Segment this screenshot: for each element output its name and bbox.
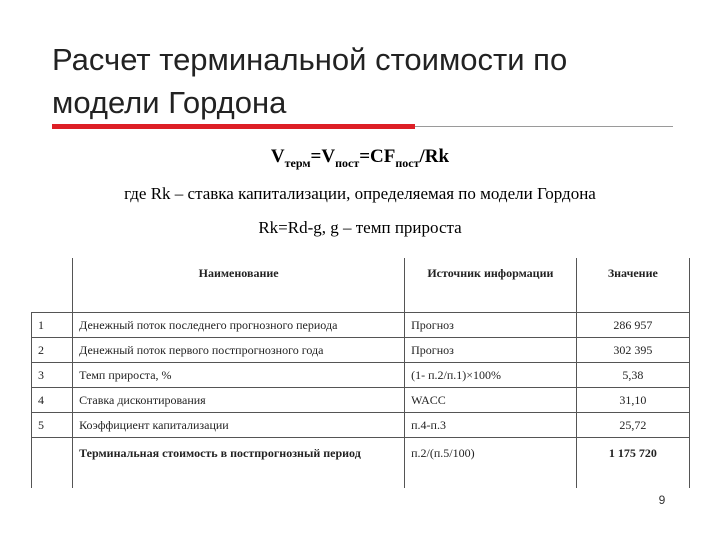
row-source: п.4-п.3 — [405, 413, 577, 438]
table-row — [32, 363, 690, 388]
total-value: 1 175 720 — [576, 438, 689, 489]
table-row — [32, 313, 690, 338]
calculation-table — [31, 258, 690, 490]
row-name: Ставка дисконтирования — [73, 388, 405, 413]
title-underline-thin — [415, 126, 673, 127]
title-line-2: модели Гордона — [52, 85, 287, 120]
table-row — [32, 338, 690, 363]
row-num: 4 — [32, 388, 73, 413]
formula-sub-post2: пост — [395, 155, 420, 170]
row-num: 3 — [32, 363, 73, 388]
total-source: п.2/(п.5/100) — [405, 438, 577, 489]
row-name: Темп прироста, % — [73, 363, 405, 388]
row-name: Денежный поток последнего прогнозного периода — [73, 313, 405, 338]
row-source: (1- п.2/п.1)×100% — [405, 363, 577, 388]
header-source: Источник информации — [405, 258, 577, 313]
formula-sub-post1: пост — [335, 155, 360, 170]
formula-eq1: =V — [310, 146, 336, 167]
explanation-line-1: где Rk – ставка капитализации, определяемая по модели Гордона — [124, 184, 596, 203]
table-header-row — [32, 258, 690, 313]
row-value: 31,10 — [576, 388, 689, 413]
row-value: 5,38 — [576, 363, 689, 388]
page-number: 9 — [658, 493, 666, 507]
row-value: 286 957 — [576, 313, 689, 338]
row-num: 1 — [32, 313, 73, 338]
explanation-line-2: Rk=Rd-g, g – темп прироста — [258, 218, 462, 237]
formula-v: V — [270, 146, 285, 167]
slide-title — [52, 38, 672, 124]
row-name: Коэффициент капитализации — [73, 413, 405, 438]
formula-tail: /Rk — [419, 146, 450, 167]
table-total-row — [32, 438, 690, 489]
row-source: Прогноз — [405, 313, 577, 338]
header-num — [32, 258, 73, 313]
row-num: 2 — [32, 338, 73, 363]
row-source: WACC — [405, 388, 577, 413]
table-row — [32, 413, 690, 438]
formula — [0, 146, 720, 171]
row-value: 302 395 — [576, 338, 689, 363]
title-line-1: Расчет терминальной стоимости по — [52, 42, 568, 77]
formula-eq2: =CF — [359, 146, 396, 167]
row-source: Прогноз — [405, 338, 577, 363]
table-row — [32, 388, 690, 413]
row-name: Денежный поток первого постпрогнозного года — [73, 338, 405, 363]
row-num: 5 — [32, 413, 73, 438]
total-num — [32, 438, 73, 489]
total-name: Терминальная стоимость в постпрогнозный период — [73, 438, 405, 489]
title-underline-accent — [52, 124, 415, 129]
row-value: 25,72 — [576, 413, 689, 438]
header-value: Значение — [576, 258, 689, 313]
header-name: Наименование — [73, 258, 405, 313]
formula-sub-term: терм — [284, 155, 311, 170]
